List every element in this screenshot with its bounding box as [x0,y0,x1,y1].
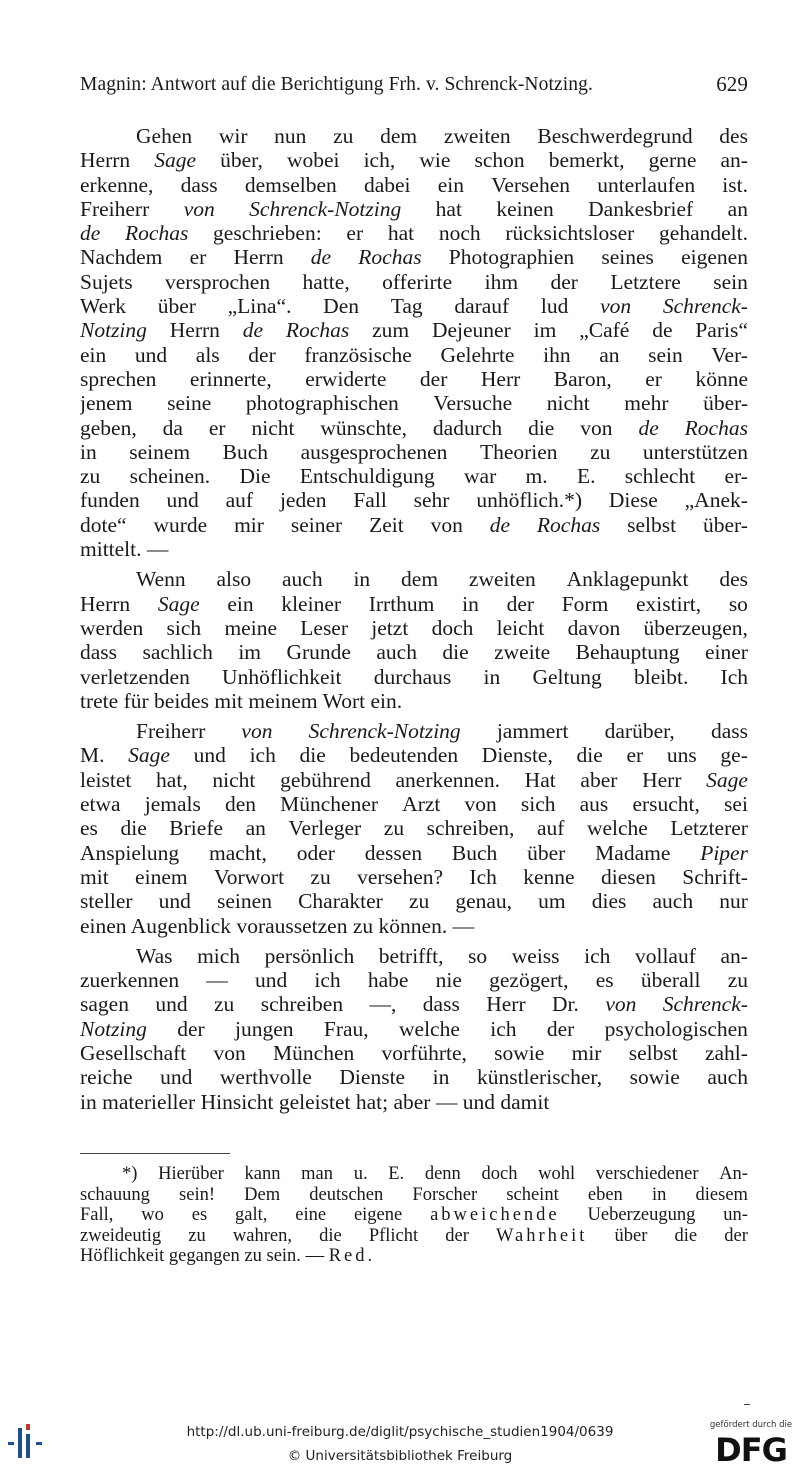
text-line: zu scheinen. Die Entschuldigung war m. E. schlecht er- [80,464,748,489]
text-line: sprechen erinnerte, erwiderte der Herr Baron, er könne [80,366,748,391]
text-line: Freiherr von Schrenck-Notzing jammert darüber, dass [136,719,748,744]
text-line: werden sich meine Leser jetzt doch leicht davon überzeugen, [80,615,748,640]
viewer-footer [0,1412,800,1472]
text-line: steller und seinen Charakter zu genau, um dies auch nur [80,889,748,914]
paragraph [80,567,748,713]
source-url[interactable]: http://dl.ub.uni-freiburg.de/diglit/psychische_studien1904/0639 [186,1424,614,1440]
text-line: Was mich persönlich betrifft, so weiss ich vollauf an- [136,943,748,968]
text-line: Notzing Herrn de Rochas zum Dejeuner im „Café de Paris“ [80,318,748,343]
text-line: Sujets versprochen hatte, offerirte ihm der Letztere sein [80,269,748,294]
page-edge-mark [744,1404,750,1405]
text-line: Anspielung macht, oder dessen Buch über Madame Piper [80,840,748,865]
text-line: Werk über „Lina“. Den Tag darauf lud von Schrenck- [80,294,748,319]
footnote-line: schauung sein! Dem deutschen Forscher scheint eben in diesem [80,1184,748,1205]
footnote-line: zweideutig zu wahren, die Pflicht der Wahrheit über die der [80,1225,748,1246]
text-line: es die Briefe an Verleger zu schreiben, auf welche Letzterer [80,816,748,841]
text-line: M. Sage und ich die bedeutenden Dienste, die er uns ge- [80,743,748,768]
text-line: ein und als der französische Gelehrte ihn an sein Ver- [80,342,748,367]
running-title: Magnin: Antwort auf die Berichtigung Frh. v. Schrenck-Notzing. [80,74,593,95]
text-line: reiche und werthvolle Dienste in künstlerischer, sowie auch [80,1065,748,1090]
text-line: mittelt. — [80,537,169,562]
text-line: Gesellschaft von München vorführte, sowie mir selbst zahl- [80,1040,748,1065]
footnote-rule [80,1153,230,1154]
footnote [80,1164,748,1267]
paragraph [80,124,748,561]
dfg-caption: gefördert durch die [709,1420,793,1430]
footnote-line: *) Hierüber kann man u. E. denn doch wohl verschiedener An- [122,1164,748,1184]
copyright: © Universitätsbibliothek Freiburg [287,1448,513,1464]
text-line: Herrn Sage über, wobei ich, wie schon bemerkt, gerne an- [80,148,748,173]
text-line: jenem seine photographischen Versuche nicht mehr über- [80,391,748,416]
text-line: de Rochas geschrieben: er hat noch rücksichtsloser gehandelt. [80,221,748,246]
text-line: zuerkennen — und ich habe nie gezögert, es überall zu [80,968,748,993]
text-line: mit einem Vorwort zu versehen? Ich kenne diesen Schrift- [80,864,748,889]
footnote-line: Höflichkeit gegangen zu sein. — Red. [80,1246,376,1266]
text-line: funden und auf jeden Fall sehr unhöflich.*) Diese „Anek- [80,488,748,513]
footnote-line: Fall, wo es galt, eine eigene abweichende Ueberzeugung un- [80,1205,748,1225]
dfg-logo [706,1420,796,1469]
text-line: sagen und zu schreiben —, dass Herr Dr. von Schrenck- [80,992,748,1017]
text-line: verletzenden Unhöflichkeit durchaus in Geltung bleibt. Ich [80,664,748,689]
main-text [80,124,748,1114]
text-line: Gehen wir nun zu dem zweiten Beschwerdegrund des [136,124,748,148]
text-line: Nachdem er Herrn de Rochas Photographien seines eigenen [80,245,748,270]
text-line: erkenne, dass demselben dabei ein Versehen unterlaufen ist. [80,172,748,197]
text-line: Herrn Sage ein kleiner Irrthum in der Form existirt, so [80,591,748,616]
text-line: Freiherr von Schrenck-Notzing hat keinen Dankesbrief an [80,196,748,221]
text-line: dass sachlich im Grunde auch die zweite Behauptung einer [80,640,748,665]
dfg-logo-text: DFG [715,1431,787,1469]
text-line: geben, da er nicht wünschte, dadurch die von de Rochas [80,415,748,440]
text-line: leistet hat, nicht gebührend anerkennen. Hat aber Herr Sage [80,767,748,792]
text-line: in materieller Hinsicht geleistet hat; aber — und damit [80,1089,550,1114]
page-number: 629 [716,72,748,96]
text-line: in seinem Buch ausgesprochenen Theorien zu unterstützen [80,439,748,464]
text-line: trete für beides mit meinem Wort ein. [80,688,403,713]
paragraph [80,944,748,1114]
paragraph [80,719,748,938]
text-line: etwa jemals den Münchener Arzt von sich aus ersucht, sei [80,792,748,817]
running-header [80,74,748,96]
text-line: Wenn also auch in dem zweiten Anklagepunkt des [136,567,748,592]
text-line: dote“ wurde mir seiner Zeit von de Rochas selbst über- [80,512,748,537]
text-line: Notzing der jungen Frau, welche ich der psychologischen [80,1016,748,1041]
text-line: einen Augenblick voraussetzen zu können. — [80,913,475,938]
